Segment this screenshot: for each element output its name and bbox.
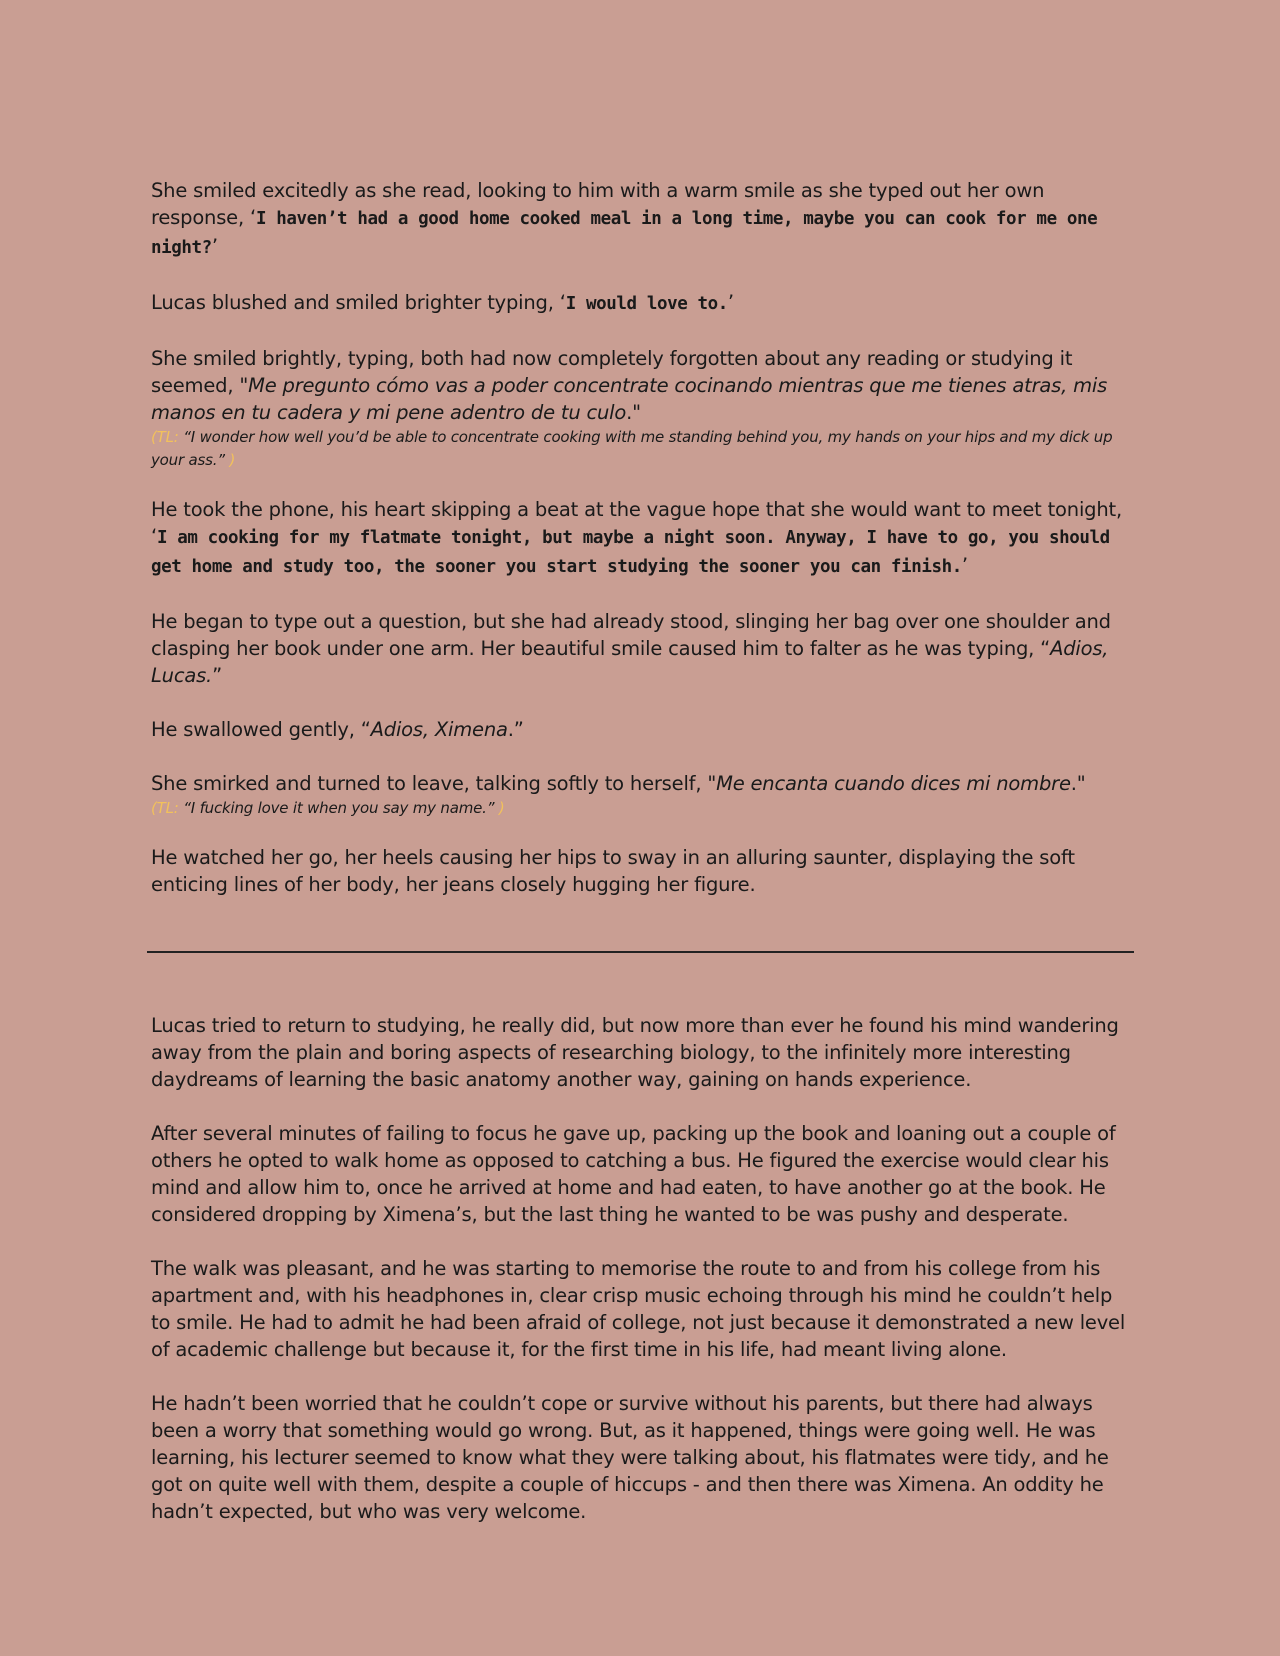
text-message: I am cooking for my flatmate tonight, but maybe a night soon. Anyway, I have to go, you should get home and study too, the sooner you start studying the sooner you can finish. [151, 528, 1110, 577]
translation-marker: (TL: [151, 799, 184, 817]
paragraph-11: The walk was pleasant, and he was starting to memorise the route to and from his college from his apartment and, with his headphones in, clear crisp music echoing through his mind he couldn’t help to smile. He had to admit he had been afraid of college, not just because it demonstrated a new level of academic challenge but because it, for the first time in his life, had meant living alone. [151, 1257, 1126, 1361]
narration-text: ” [212, 664, 222, 687]
paragraph-3 [151, 345, 1136, 426]
paragraph-12: He hadn’t been worried that he couldn’t cope or survive without his parents, but there had always been a worry that something would go wrong. But, as it happened, things were going well. He was learning, his lecturer seemed to know what they were talking about, his flatmates were tidy, and he got on quite well with them, despite a couple of hiccups - and then there was Ximena. An oddity he hadn’t expected, but who was very welcome. [151, 1392, 1109, 1523]
narration-text: Lucas blushed and smiled brighter typing, ‘ [151, 291, 566, 314]
document-page [151, 177, 1136, 1525]
narration-text: He took the phone, his heart skipping a beat at the vague hope that she would want to meet tonight, ‘ [151, 498, 1122, 548]
narration-text: She smiled excitedly as she read, looking to him with a warm smile as she typed out her own response, ‘ [151, 179, 1045, 229]
spanish-dialogue: Me pregunto cómo vas a poder concentrate cocinando mientras que me tienes atras, mis manos en tu cadera y mi pene adentro de tu culo [151, 374, 1108, 424]
narration-text: ." [626, 401, 641, 424]
narration-text: .” [507, 718, 524, 741]
paragraph-2 [151, 289, 1136, 318]
translation-text: “I fucking love it when you say my name.” [183, 799, 499, 817]
paragraph-7 [151, 770, 1136, 797]
spanish-dialogue: Adios, Ximena [370, 718, 508, 741]
section-divider [147, 951, 1134, 953]
narration-text: ." [1070, 772, 1086, 795]
text-message: I haven’t had a good home cooked meal in a long time, maybe you can cook for me one night? [151, 209, 1098, 258]
paragraph-8: He watched her go, her heels causing her hips to sway in an alluring saunter, displaying the soft enticing lines of her body, her jeans closely hugging her figure. [151, 846, 1075, 896]
translation-marker: (TL: [151, 428, 184, 446]
paragraph-6 [151, 716, 1136, 743]
narration-text: She smirked and turned to leave, talking softly to herself, " [151, 772, 717, 795]
narration-text: She smiled brightly, typing, both had now completely forgotten about any reading or studying it seemed, " [151, 347, 1073, 397]
narration-text: ’ [961, 554, 968, 577]
paragraph-9: Lucas tried to return to studying, he really did, but now more than ever he found his mind wandering away from the plain and boring aspects of researching biology, to the infinitely more interesting daydreams of learning the basic anatomy another way, gaining on hands experience. [151, 1014, 1119, 1091]
translation-note [151, 797, 1136, 820]
narration-text: He swallowed gently, “ [151, 718, 371, 741]
spanish-dialogue: Adios, Lucas. [151, 637, 1109, 687]
paragraph-1 [151, 177, 1136, 262]
translation-marker: ) [498, 799, 505, 817]
narration-text: ’ [727, 291, 734, 314]
paragraph-5 [151, 608, 1136, 689]
translation-text: “I wonder how well you’d be able to concentrate cooking with me standing behind you, my hands on your hips and my dick up your ass.” [151, 428, 1113, 469]
paragraph-4 [151, 496, 1136, 581]
paragraph-10: After several minutes of failing to focus he gave up, packing up the book and loaning out a couple of others he opted to walk home as opposed to catching a bus. He figured the exercise would clear his mind and allow him to, once he arrived at home and had eaten, to have another go at the book. He considered dropping by Ximena’s, but the last thing he wanted to be was pushy and desperate. [151, 1122, 1116, 1226]
translation-marker: ) [229, 451, 236, 469]
translation-note [151, 426, 1136, 472]
spanish-dialogue: Me encanta cuando dices mi nombre [716, 772, 1071, 795]
narration-text: He began to type out a question, but she had already stood, slinging her bag over one shoulder and clasping her book under one arm. Her beautiful smile caused him to falter as he was typing, “ [151, 610, 1111, 660]
narration-text: ’ [211, 235, 218, 258]
text-message: I would love to. [565, 294, 728, 314]
